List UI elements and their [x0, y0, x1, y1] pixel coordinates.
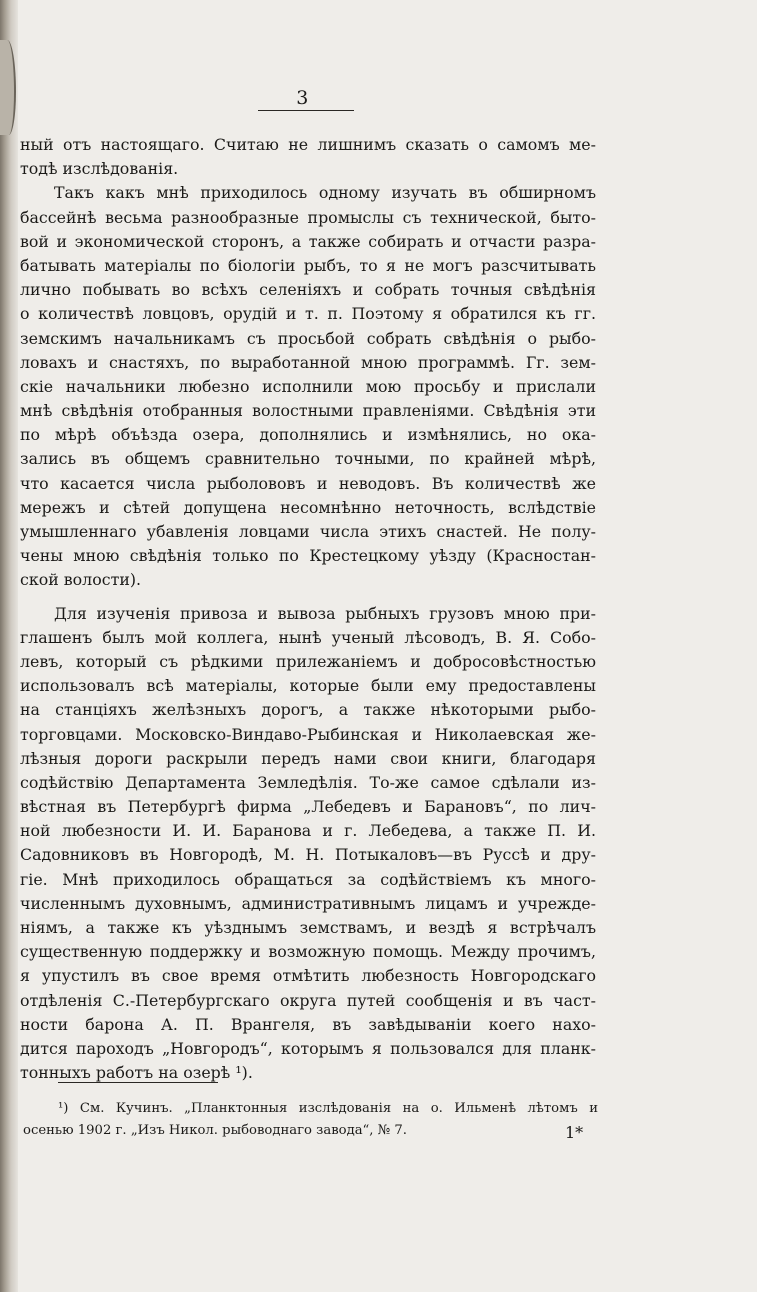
text-line: по мѣрѣ объѣзда озера, дополнялись и измѣнялись, но ока- [20, 425, 596, 445]
text-line: гіе. Мнѣ приходилось обращаться за содѣйствіемъ къ много- [20, 869, 596, 889]
text-line: о количествѣ ловцовъ, орудій и т. п. Поэтому я обратился къ гг. [20, 304, 596, 324]
text-line: тонныхъ работъ на озерѣ ¹). [20, 1063, 253, 1083]
text-line: численнымъ духовнымъ, административнымъ лицамъ и учрежде- [20, 893, 596, 913]
footnote-line: осенью 1902 г. „Изъ Никол. рыбоводнаго завода“, № 7. [23, 1123, 407, 1138]
text-line: Такъ какъ мнѣ приходилось одному изучать въ обширномъ [54, 183, 596, 203]
text-line: Для изученія привоза и вывоза рыбныхъ грузовъ мною при- [54, 603, 596, 623]
text-line: глашенъ былъ мой коллега, нынѣ ученый лѣсоводъ, В. Я. Собо- [20, 627, 596, 647]
text-line: батывать матеріалы по біологіи рыбъ, то я не могъ разсчитывать [20, 255, 596, 275]
footnote-line: ¹) См. Кучинъ. „Планктонныя изслѣдованія на о. Ильменѣ лѣтомъ и [58, 1101, 598, 1116]
signature-mark: 1* [565, 1123, 584, 1142]
text-line: ности барона А. П. Врангеля, въ завѣдываніи коего нахо- [20, 1014, 596, 1034]
text-line: мнѣ свѣдѣнія отобранныя волостными правленіями. Свѣдѣнія эти [20, 401, 596, 421]
text-line: лично побывать во всѣхъ селеніяхъ и собрать точныя свѣдѣнія [20, 280, 596, 300]
text-line: ловахъ и снастяхъ, по выработанной мною программѣ. Гг. зем- [20, 352, 596, 372]
text-line: зались въ общемъ сравнительно точными, по крайней мѣрѣ, [20, 449, 596, 469]
body-text [20, 133, 596, 1085]
text-line: бассейнѣ весьма разнообразные промыслы съ технической, быто- [20, 207, 596, 227]
text-line: ніямъ, а также къ уѣзднымъ земствамъ, и вездѣ я встрѣчалъ [20, 918, 596, 937]
text-line: вой и экономической сторонъ, а также собирать и отчасти разра- [20, 231, 596, 251]
page-number: 3 [296, 87, 309, 109]
header-rule [258, 110, 354, 111]
text-line: отдѣленія С.-Петербургскаго округа путей сообщенія и въ част- [20, 990, 596, 1010]
text-line: ный отъ настоящаго. Считаю не лишнимъ сказать о самомъ ме- [20, 135, 596, 154]
text-line: умышленнаго убавленія ловцами числа этихъ снастей. Не полу- [20, 522, 596, 541]
text-line: левъ, который съ рѣдкими прилежаніемъ и добросовѣстностью [20, 651, 596, 671]
text-line: лѣзныя дороги раскрыли передъ нами свои книги, благодаря [20, 748, 596, 768]
text-line: скіе начальники любезно исполнили мою просьбу и прислали [20, 376, 596, 396]
text-line: использовалъ всѣ матеріалы, которые были ему предоставлены [20, 676, 596, 696]
text-line: вѣстная въ Петербургѣ фирма „Лебедевъ и Барановъ“, по лич- [20, 797, 596, 817]
text-line: я упустилъ въ свое время отмѣтить любезность Новгородскаго [20, 966, 596, 986]
text-line: земскимъ начальникамъ съ просьбой собрать свѣдѣнія о рыбо- [20, 328, 596, 348]
text-line: на станціяхъ желѣзныхъ дорогъ, а также нѣкоторыми рыбо- [20, 700, 596, 720]
text-line: дится пароходъ „Новгородъ“, которымъ я пользовался для планк- [20, 1038, 596, 1058]
footnote [23, 1098, 598, 1142]
text-line: ской волости). [20, 570, 142, 590]
text-line: ной любезности И. И. Баранова и г. Лебедева, а также П. И. [20, 821, 596, 841]
text-line: мережъ и сѣтей допущена несомнѣнно неточность, вслѣдствіе [20, 497, 596, 517]
text-line: Садовниковъ въ Новгородѣ, М. Н. Потыкаловъ—въ Руссѣ и дру- [20, 845, 596, 865]
text-line: существенную поддержку и возможную помощь. Между прочимъ, [20, 942, 596, 962]
text-line: чены мною свѣдѣнія только по Крестецкому уѣзду (Красностан- [20, 546, 596, 566]
text-line: торговцами. Московско-Виндаво-Рыбинская и Николаевская же- [20, 724, 596, 744]
text-line: содѣйствію Департамента Земледѣлія. То-же самое сдѣлали из- [20, 772, 596, 792]
paragraph-gap [20, 593, 596, 602]
text-line: что касается числа рыболововъ и неводовъ. Въ количествѣ же [20, 473, 596, 493]
footnote-rule [58, 1082, 218, 1083]
book-spine-shadow [0, 0, 18, 1292]
text-line: тодѣ изслѣдованія. [20, 159, 179, 179]
